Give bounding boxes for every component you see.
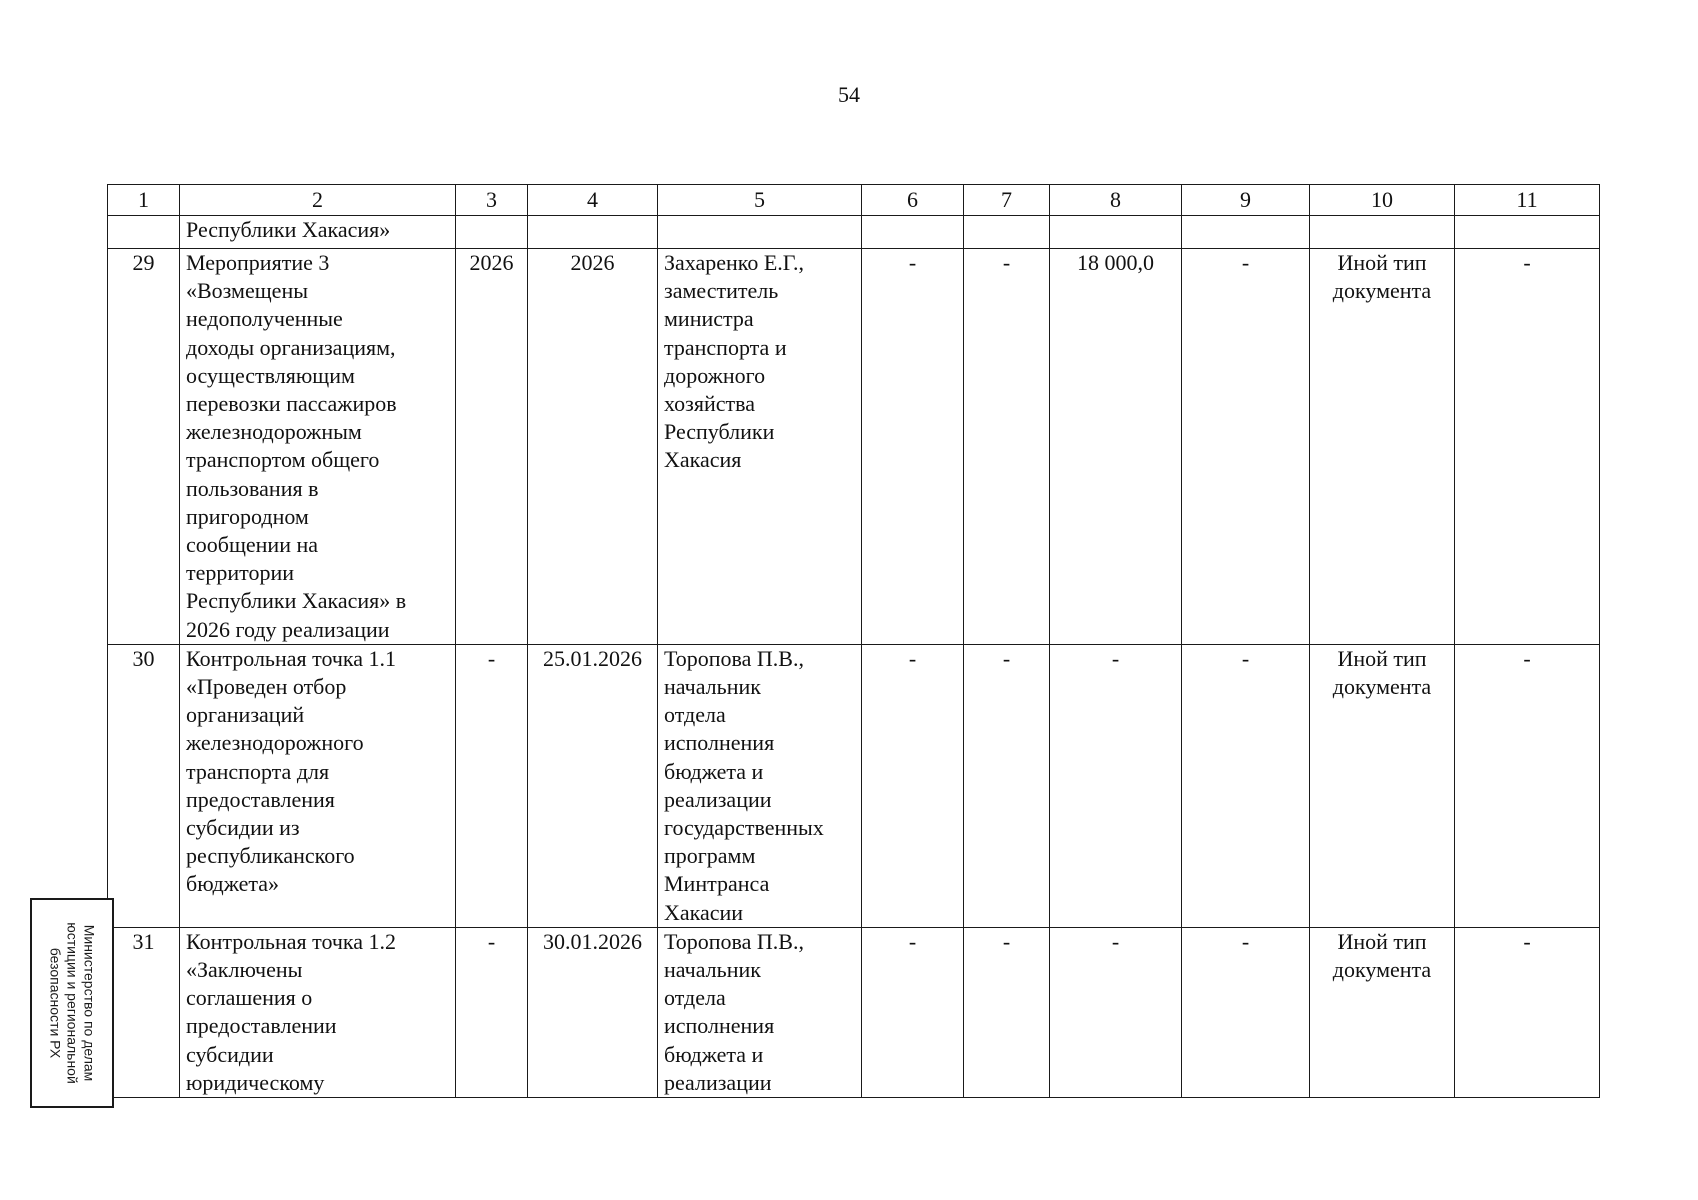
cell-start: 2026 [456, 249, 528, 645]
cell-amount: - [1050, 644, 1182, 927]
cell-responsible [658, 216, 862, 249]
cell-name: Контрольная точка 1.1 «Проведен отбор организаций железнодорожного транспорта для предоставления субсидии из республиканского бюджета» [180, 644, 456, 927]
cell-responsible: Торопова П.В., начальник отдела исполнения бюджета и реализации [658, 927, 862, 1097]
cell-document-type: Иной тип документа [1310, 249, 1455, 645]
cell-name: Контрольная точка 1.2 «Заключены соглашения о предоставлении субсидии юридическому [180, 927, 456, 1097]
cell-name: Республики Хакасия» [180, 216, 456, 249]
cell-number [108, 216, 180, 249]
cell-start: - [456, 927, 528, 1097]
header-col-8: 8 [1050, 185, 1182, 216]
cell-end: 2026 [528, 249, 658, 645]
cell-col-8 [1050, 216, 1182, 249]
cell-end [528, 216, 658, 249]
plan-table [107, 184, 1600, 1098]
cell-document-type: Иной тип документа [1310, 927, 1455, 1097]
header-col-6: 6 [862, 185, 964, 216]
cell-responsible: Захаренко Е.Г., заместитель министра транспорта и дорожного хозяйства Республики Хакасия [658, 249, 862, 645]
cell-col-9: - [1182, 249, 1310, 645]
cell-col-9 [1182, 216, 1310, 249]
cell-amount: 18 000,0 [1050, 249, 1182, 645]
header-col-11: 11 [1455, 185, 1600, 216]
page-number: 54 [838, 82, 860, 107]
header-col-7: 7 [964, 185, 1050, 216]
cell-col-11: - [1455, 644, 1600, 927]
cell-end: 25.01.2026 [528, 644, 658, 927]
ministry-stamp [30, 898, 114, 1108]
stamp-text [47, 903, 98, 1103]
cell-name: Мероприятие 3 «Возмещены недополученные доходы организациям, осуществляющим перевозки пассажиров железнодорожным транспортом общего пользования в пригородном сообщении на территории Республики Хакасия» в 2026 году реализации [180, 249, 456, 645]
table-header-row [108, 185, 1600, 216]
header-col-1: 1 [108, 185, 180, 216]
stamp-line-2: юстиции и региональной [64, 922, 81, 1084]
cell-start [456, 216, 528, 249]
cell-col-6 [862, 216, 964, 249]
cell-col-7: - [964, 644, 1050, 927]
cell-col-10 [1310, 216, 1455, 249]
header-col-5: 5 [658, 185, 862, 216]
cell-col-7 [964, 216, 1050, 249]
table-row [108, 644, 1600, 927]
cell-col-6: - [862, 644, 964, 927]
stamp-line-1: Министерство по делам [81, 924, 98, 1082]
header-col-2: 2 [180, 185, 456, 216]
header-col-4: 4 [528, 185, 658, 216]
cell-col-7: - [964, 927, 1050, 1097]
stamp-line-3: безопасности РХ [47, 947, 64, 1059]
table-row [108, 249, 1600, 645]
cell-col-11 [1455, 216, 1600, 249]
cell-document-type: Иной тип документа [1310, 644, 1455, 927]
cell-col-9: - [1182, 644, 1310, 927]
cell-start: - [456, 644, 528, 927]
cell-number: 31 [108, 927, 180, 1097]
header-col-9: 9 [1182, 185, 1310, 216]
cell-col-11: - [1455, 927, 1600, 1097]
header-col-10: 10 [1310, 185, 1455, 216]
cell-col-9: - [1182, 927, 1310, 1097]
cell-end: 30.01.2026 [528, 927, 658, 1097]
cell-col-7: - [964, 249, 1050, 645]
cell-col-6: - [862, 249, 964, 645]
cell-col-11: - [1455, 249, 1600, 645]
cell-col-6: - [862, 927, 964, 1097]
cell-responsible: Торопова П.В., начальник отдела исполнения бюджета и реализации государственных программ Минтранса Хакасии [658, 644, 862, 927]
cell-number: 29 [108, 249, 180, 645]
cell-number: 30 [108, 644, 180, 927]
header-col-3: 3 [456, 185, 528, 216]
table-row [108, 927, 1600, 1097]
cell-amount: - [1050, 927, 1182, 1097]
table-row-continuation [108, 216, 1600, 249]
